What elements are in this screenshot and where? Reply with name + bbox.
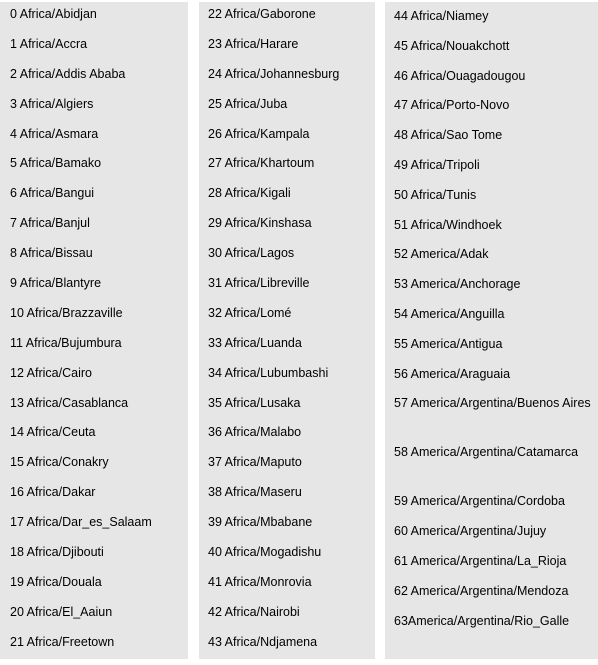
timezone-item: 3 Africa/Algiers [10,96,94,111]
timezone-item: 14 Africa/Ceuta [10,425,96,440]
timezone-item: 19 Africa/Douala [10,574,102,589]
timezone-item: 24 Africa/Johannesburg [208,66,340,81]
timezone-item: 39 Africa/Mbabane [208,515,313,530]
timezone-item: 46 Africa/Ouagadougou [394,68,526,83]
timezone-item: 55 America/Antigua [394,336,503,351]
timezone-item: 43 Africa/Ndjamena [208,634,318,649]
timezone-item: 5 Africa/Bamako [10,156,102,171]
timezone-item: 0 Africa/Abidjan [10,7,97,21]
timezone-item: 52 America/Adak [394,247,489,262]
timezone-item: 23 Africa/Harare [208,36,299,51]
timezone-item: 40 Africa/Mogadishu [208,545,322,560]
timezone-column-1 [0,2,188,659]
timezone-item: 9 Africa/Blantyre [10,276,102,291]
timezone-item: 2 Africa/Addis Ababa [10,66,126,81]
timezone-item: 20 Africa/El_Aaiun [10,604,113,619]
timezone-item: 47 Africa/Porto-Novo [394,98,510,113]
timezone-item: 41 Africa/Monrovia [208,574,312,589]
timezone-list [199,2,375,665]
timezone-item: 17 Africa/Dar_es_Salaam [10,515,152,530]
timezone-item: 53 America/Anchorage [394,277,521,292]
timezone-item: 45 Africa/Nouakchott [394,38,510,53]
timezone-item: 63America/Argentina/Rio_Galle [394,613,570,628]
timezone-item: 54 America/Anguilla [394,306,505,321]
timezone-item: 49 Africa/Tripoli [394,157,480,172]
timezone-column-2 [199,2,375,659]
timezone-item: 50 Africa/Tunis [394,187,477,202]
timezone-item: 34 Africa/Lubumbashi [208,365,329,380]
timezone-item: 56 America/Araguaia [394,366,511,381]
timezone-list [385,2,598,643]
timezone-item: 51 Africa/Windhoek [394,217,502,232]
timezone-item: 26 Africa/Kampala [208,126,310,141]
timezone-item: 12 Africa/Cairo [10,365,92,380]
timezone-item: 7 Africa/Banjul [10,216,90,231]
timezone-item: 6 Africa/Bangui [10,186,95,201]
timezone-item: 31 Africa/Libreville [208,276,310,291]
timezone-item: 61 America/Argentina/La_Rioja [394,553,567,568]
timezone-item: 59 America/Argentina/Cordoba [394,494,565,509]
timezone-item: 28 Africa/Kigali [208,186,291,201]
timezone-item: 16 Africa/Dakar [10,485,96,500]
timezone-item: 35 Africa/Lusaka [208,395,301,410]
timezone-item: 29 Africa/Kinshasa [208,216,312,231]
timezone-item: 42 Africa/Nairobi [208,604,300,619]
timezone-item: 37 Africa/Maputo [208,455,302,470]
timezone-item: 13 Africa/Casablanca [10,395,129,410]
timezone-list [0,2,188,665]
timezone-item: 33 Africa/Luanda [208,335,302,350]
timezone-item: 60 America/Argentina/Jujuy [394,524,547,539]
timezone-item: 10 Africa/Brazzaville [10,305,123,320]
timezone-item: 22 Africa/Gaborone [208,7,316,21]
timezone-item: 32 Africa/Lomé [208,305,292,320]
timezone-item: 38 Africa/Maseru [208,485,302,500]
timezone-item: 25 Africa/Juba [208,96,288,111]
timezone-item: 57 America/Argentina/Buenos Aires [394,396,591,411]
timezone-item: 44 Africa/Niamey [394,9,489,23]
timezone-item: 27 Africa/Khartoum [208,156,315,171]
timezone-item: 62 America/Argentina/Mendoza [394,583,569,598]
timezone-item: 18 Africa/Djibouti [10,545,104,560]
timezone-item: 21 Africa/Freetown [10,634,115,649]
timezone-item: 58 America/Argentina/Catamarca [394,445,579,460]
timezone-item: 48 Africa/Sao Tome [394,128,503,143]
timezone-item: 1 Africa/Accra [10,36,88,51]
timezone-item: 8 Africa/Bissau [10,246,93,261]
timezone-item: 4 Africa/Asmara [10,126,99,141]
timezone-column-3 [385,2,598,659]
timezone-item: 11 Africa/Bujumbura [10,335,122,350]
timezone-item: 36 Africa/Malabo [208,425,302,440]
timezone-item: 30 Africa/Lagos [208,246,295,261]
timezone-item: 15 Africa/Conakry [10,455,109,470]
